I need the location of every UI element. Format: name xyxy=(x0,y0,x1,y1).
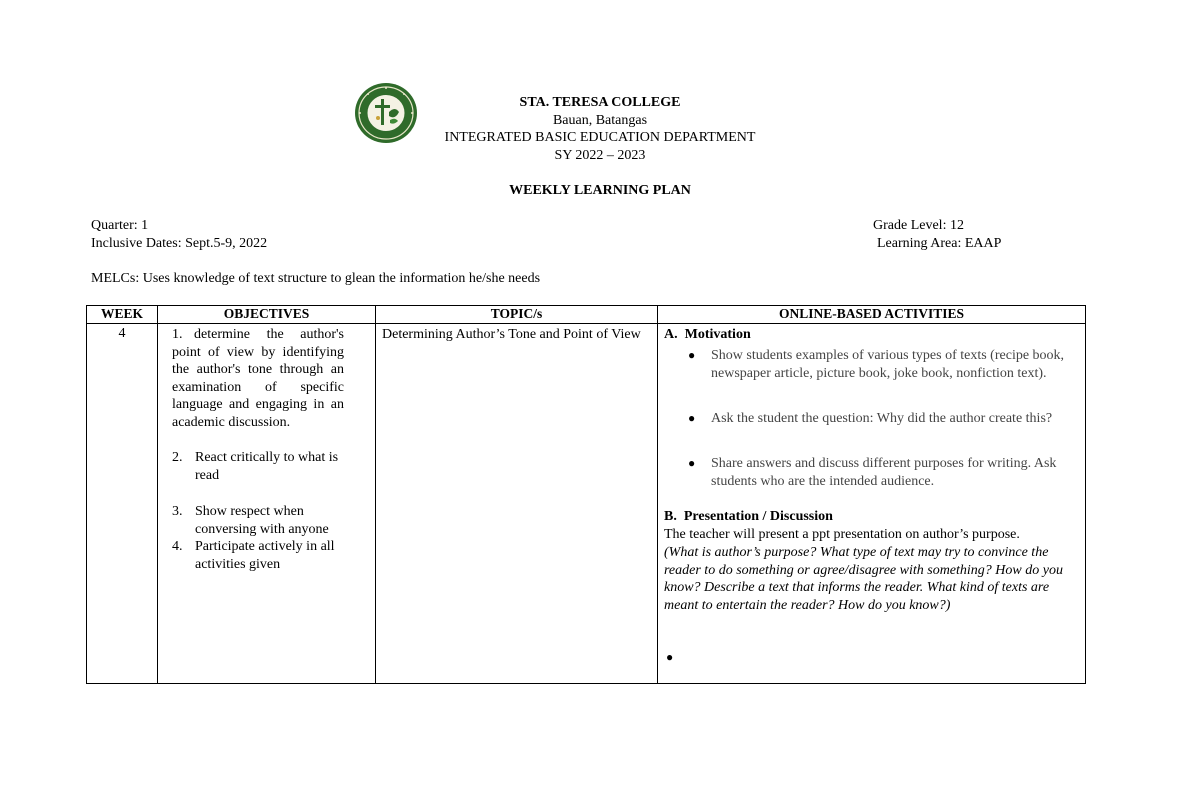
department-name: INTEGRATED BASIC EDUCATION DEPARTMENT xyxy=(444,130,756,145)
school-name: STA. TERESA COLLEGE xyxy=(519,95,681,110)
header-topics: TOPIC/s xyxy=(376,306,658,324)
objective-text: React critically to what is read xyxy=(195,450,339,483)
activities-cell xyxy=(658,324,1086,684)
week-cell: 4 xyxy=(87,324,158,684)
section-b-label: B. xyxy=(664,509,677,524)
section-a-label: A. xyxy=(664,327,678,342)
school-year: SY 2022 – 2023 xyxy=(554,148,646,163)
bullet-text: Ask the student the question: Why did the author create this? xyxy=(711,411,1053,426)
objective-text: Show respect when conversing with anyone xyxy=(195,504,329,537)
empty-bullet-icon: ● xyxy=(666,650,674,664)
objective-text: Participate actively in all activities given xyxy=(195,539,335,572)
learning-area-label: Learning Area: EAAP xyxy=(877,236,1002,251)
section-b-title: Presentation / Discussion xyxy=(683,509,833,524)
header-online-activities: ONLINE-BASED ACTIVITIES xyxy=(658,306,1086,324)
header-week: WEEK xyxy=(87,306,158,324)
inclusive-dates-label: Inclusive Dates: Sept.5-9, 2022 xyxy=(91,236,268,251)
presentation-text: The teacher will present a ppt presentation on author’s purpose. xyxy=(664,527,1020,542)
section-a-title: Motivation xyxy=(684,327,751,342)
table-row xyxy=(87,324,1086,684)
objective-text: determine the author's point of view by identifying the author's tone through an examination of specific language and engaging in an academic discussion. xyxy=(172,327,344,430)
objective-number: 3. xyxy=(172,504,183,519)
topic-text: Determining Author’s Tone and Point of View xyxy=(382,327,641,342)
header-objectives: OBJECTIVES xyxy=(158,306,376,324)
objective-number: 4. xyxy=(172,539,183,554)
bullet-text: Share answers and discuss different purposes for writing. Ask students who are the intended audience. xyxy=(711,456,1057,489)
document-title: WEEKLY LEARNING PLAN xyxy=(509,183,691,198)
presentation-questions: (What is author’s purpose? What type of text may try to convince the reader to do something or agree/disagree with something? How do you know? Describe a text that informs the reader. What kind of texts are meant to entertain the reader? How do you know?) xyxy=(664,545,1063,613)
school-location: Bauan, Batangas xyxy=(552,113,648,128)
bullet-text: Show students examples of various types of texts (recipe book, newspaper article, picture book, joke book, nonfiction text). xyxy=(711,348,1065,381)
grade-level-label: Grade Level: 12 xyxy=(873,218,964,233)
objectives-cell xyxy=(158,324,376,684)
melcs-text: MELCs: Uses knowledge of text structure to glean the information he/she needs xyxy=(91,271,541,286)
topic-cell xyxy=(376,324,658,684)
motivation-heading xyxy=(664,326,1074,344)
bullet-icon: ● xyxy=(688,411,696,425)
bullet-icon: ● xyxy=(688,348,696,362)
bullet-icon: ● xyxy=(688,456,696,470)
objective-item xyxy=(172,326,372,431)
objective-number: 1. xyxy=(172,327,183,342)
table-header-row xyxy=(87,306,1086,324)
objective-number: 2. xyxy=(172,450,183,465)
presentation-heading xyxy=(664,508,1074,526)
weekly-plan-table xyxy=(86,305,1086,684)
quarter-label: Quarter: 1 xyxy=(91,218,149,233)
